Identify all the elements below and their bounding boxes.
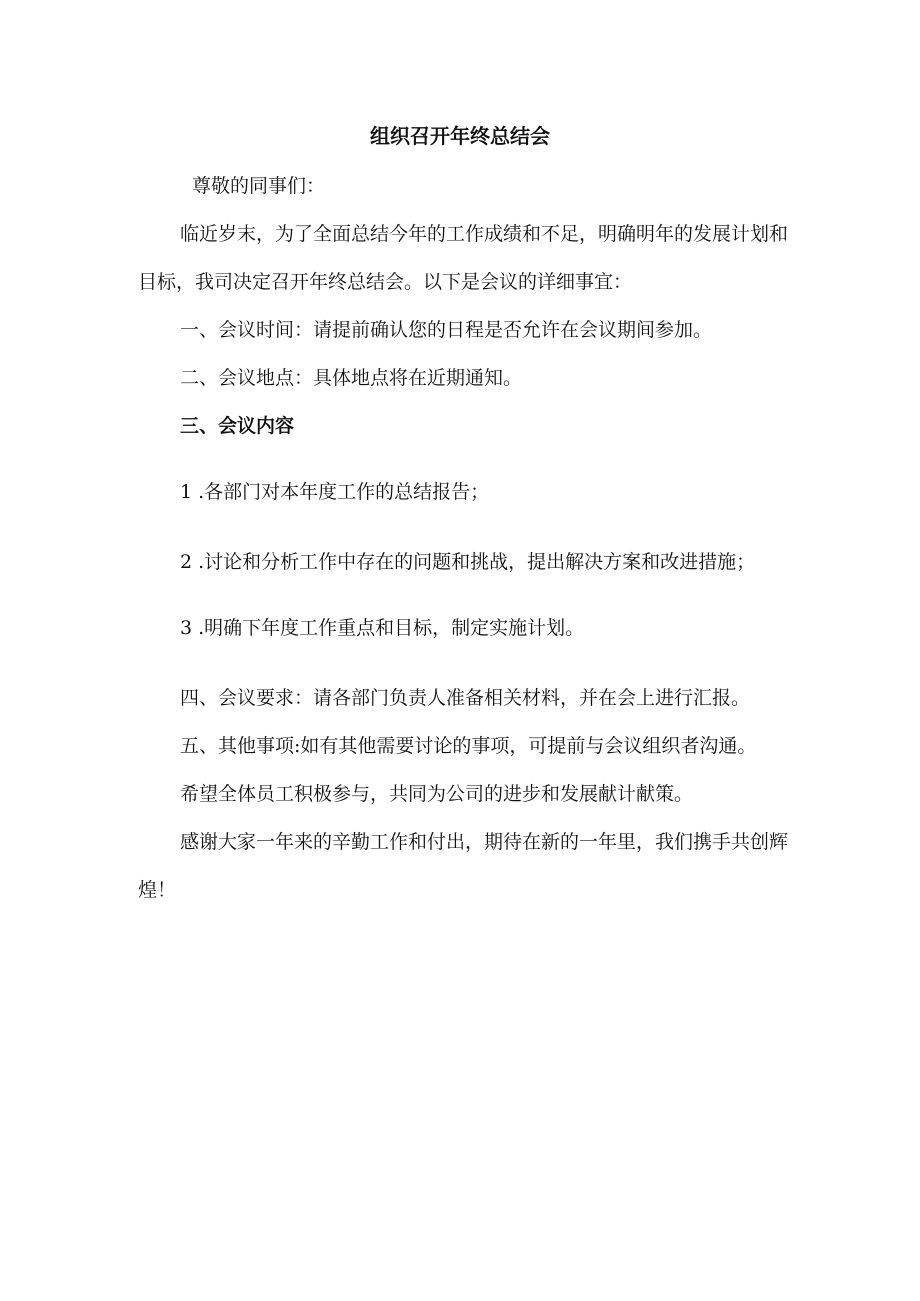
spacer [138,516,798,538]
section-meeting-location: 二、会议地点：具体地点将在近期通知。 [180,367,523,389]
document-title: 组织召开年终总结会 [370,124,550,148]
section-meeting-content-heading: 三、会议内容 [180,415,295,437]
content-item-2: 2 .讨论和分析工作中存在的问题和挑战，提出解决方案和改进措施； [180,551,756,573]
spacer [138,586,798,604]
content-item-3: 3 .明确下年度工作重点和目标，制定实施计划。 [180,617,585,639]
section-meeting-time: 一、会议时间：请提前确认您的日程是否允许在会议期间参加。 [180,319,713,341]
document-body [138,162,798,914]
section-other-matters: 五、其他事项:如有其他需要讨论的事项，可提前与会议组织者沟通。 [180,735,757,757]
salutation: 尊敬的同事们： [192,175,326,197]
intro-paragraph: 临近岁末，为了全面总结今年的工作成绩和不足，明确明年的发展计划和目标，我司决定召开年终总结会。以下是会议的详细事宜： [138,223,789,293]
closing-paragraph-2: 感谢大家一年来的辛勤工作和付出，期待在新的一年里，我们携手共创辉煌！ [138,831,789,901]
section-meeting-requirements: 四、会议要求：请各部门负责人准备相关材料，并在会上进行汇报。 [180,687,751,709]
content-item-1: 1 .各部门对本年度工作的总结报告； [180,481,490,503]
spacer [138,652,798,674]
spacer [138,450,798,468]
closing-paragraph-1: 希望全体员工积极参与，共同为公司的进步和发展献计献策。 [180,783,694,805]
